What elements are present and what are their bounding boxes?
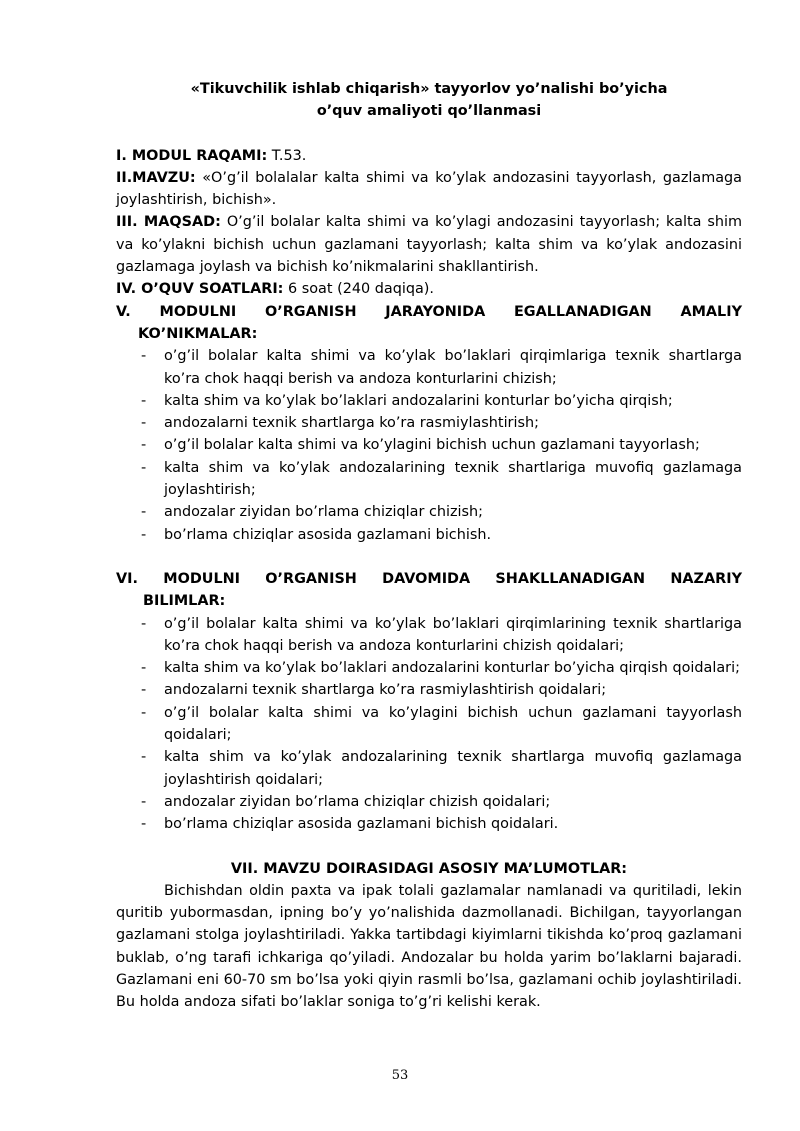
document-title xyxy=(116,78,742,123)
list-item: - bo’rlama chiziqlar asosida gazlamani bichish. xyxy=(116,524,742,546)
list-item: - kalta shim va ko’ylak andozalarining texnik shartlarga muvofiq gazlamaga joylashtirish qoidalari; xyxy=(116,746,742,791)
document-page xyxy=(116,78,742,1014)
list-item: - kalta shim va ko’ylak bo’laklari andozalarini konturlar bo’yicha qirqish qoidalari; xyxy=(116,657,742,679)
list-item: - andozalarni texnik shartlarga ko’ra rasmiylashtirish qoidalari; xyxy=(116,679,742,701)
title-line-1: «Tikuvchilik ishlab chiqarish» tayyorlov yo’nalishi bo’yicha xyxy=(190,81,668,97)
mavzu-value: «O’g’il bolalalar kalta shimi va ko’ylak andozasini tayyorlash, gazlamaga joylashtirish, bichish». xyxy=(116,169,742,209)
soatlar-label: IV. O’QUV SOATLARI: xyxy=(116,281,284,298)
list-item: - o’g’il bolalar kalta shimi va ko’ylak bo’laklari qirqimlarining texnik shartlariga ko’ra chok haqqi berish va andoza konturlarini chizish qoidalari; xyxy=(116,613,742,658)
section-7-paragraph: Bichishdan oldin paxta va ipak tolali gazlamalar namlanadi va quritiladi, lekin quritib yubormasdan, ipning bo’y yo’nalishida dazmollanadi. Bichilgan, tayyorlangan gazlamani stolga joylashtiriladi. Yakka tartibdagi kiyimlarni tikishda ko’proq gazlamani buklab, o’ng tarafi ichkariga qo’yiladi. Andozalar bu holda yarim bo’laklarni bajaradi. Gazlamani eni 60-70 sm bo’lsa yoki qiyin rasmli bo’lsa, gazlamani ochib joylashtiriladi. Bu holda andoza sifati bo’laklar soniga to’g’ri kelishi kerak. xyxy=(116,882,742,1011)
list-item: - andozalar ziyidan bo’rlama chiziqlar chizish qoidalari; xyxy=(116,791,742,813)
list-item: - kalta shim va ko’ylak bo’laklari andozalarini konturlar bo’yicha qirqish; xyxy=(116,390,742,412)
list-item: - andozalarni texnik shartlarga ko’ra rasmiylashtirish; xyxy=(116,412,742,434)
section-6-list xyxy=(116,613,742,836)
mavzu xyxy=(116,167,742,212)
maqsad xyxy=(116,211,742,278)
section-6-heading-cont: BILIMLAR: xyxy=(143,593,226,610)
list-item: - bo’rlama chiziqlar asosida gazlamani bichish qoidalari. xyxy=(116,813,742,835)
modul-raqami xyxy=(116,145,742,167)
maqsad-value: O’g’il bolalar kalta shimi va ko’ylagi andozasini tayyorlash; kalta shim va ko’ylakni bichish uchun gazlamani tayyorlash; kalta shim va ko’ylak andozasini gazlamaga joylash va bichish ko’nikmalarini shakllantirish. xyxy=(116,214,743,276)
oquv-soatlari xyxy=(116,278,742,300)
list-item: - o’g’il bolalar kalta shimi va ko’ylagini bichish uchun gazlamani tayyorlash; xyxy=(116,434,742,456)
page-number: 53 xyxy=(391,1068,409,1083)
soatlar-value: 6 soat (240 daqiqa). xyxy=(283,281,434,298)
modul-label: I. MODUL RAQAMI: xyxy=(116,147,268,164)
section-5-heading: V. MODULNI O’RGANISH JARAYONIDA EGALLANADIGAN AMALIY xyxy=(116,303,742,320)
maqsad-label: III. MAQSAD: xyxy=(116,214,221,231)
title-line-2: o’quv amaliyoti qo’llanmasi xyxy=(316,103,542,120)
modul-value: T.53. xyxy=(267,147,307,164)
list-item: - o’g’il bolalar kalta shimi va ko’ylagini bichish uchun gazlamani tayyorlash qoidalari; xyxy=(116,702,742,747)
section-6-heading: VI. MODULNI O’RGANISH DAVOMIDA SHAKLLANADIGAN NAZARIY xyxy=(116,570,742,587)
mavzu-label: II.MAVZU: xyxy=(116,169,196,186)
section-5-heading-cont: KO’NIKMALAR: xyxy=(138,325,258,342)
list-item: - kalta shim va ko’ylak andozalarining texnik shartlariga muvofiq gazlamaga joylashtirish; xyxy=(116,457,742,502)
section-7-heading: VII. MAVZU DOIRASIDAGI ASOSIY MA’LUMOTLAR: xyxy=(230,860,628,877)
list-item: - andozalar ziyidan bo’rlama chiziqlar chizish; xyxy=(116,501,742,523)
list-item: - o’g’il bolalar kalta shimi va ko’ylak bo’laklari qirqimlariga texnik shartlarga ko’ra chok haqqi berish va andoza konturlarini chizish; xyxy=(116,345,742,390)
section-5-list xyxy=(116,345,742,546)
